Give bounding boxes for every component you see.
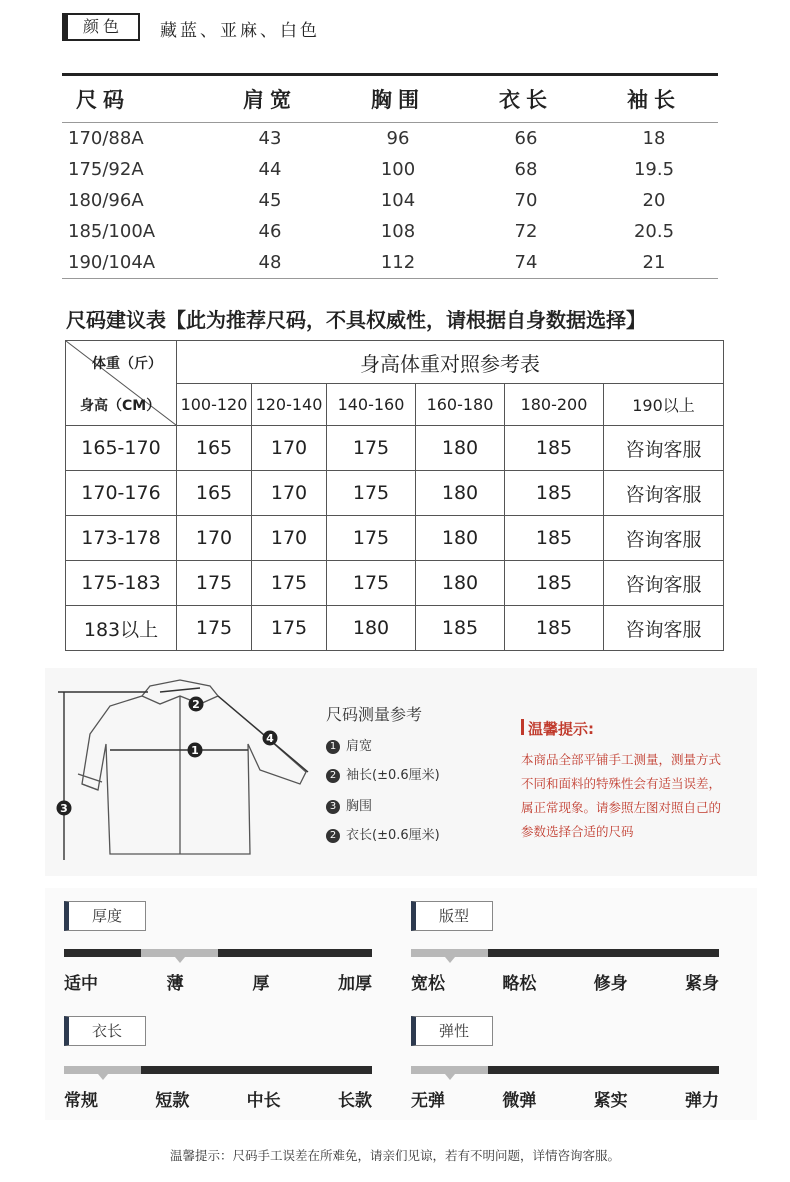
attribute-option: 短款: [155, 1091, 190, 1111]
legend-number: 2: [326, 829, 340, 843]
table-row: [62, 185, 718, 216]
height-cell: 173-178: [66, 516, 177, 561]
header-chest: 胸围: [334, 75, 462, 123]
measure-legend-item: [326, 795, 372, 814]
cell: 18: [642, 128, 666, 149]
measure-point-label: 3: [60, 802, 68, 815]
legend-number: 3: [326, 800, 340, 814]
header-length: 衣长: [462, 75, 590, 123]
attribute-options: [64, 1086, 372, 1111]
weight-range: 120-140: [252, 384, 327, 426]
attribute-selected-segment: [411, 1066, 488, 1074]
attribute-label: 衣长: [64, 1016, 146, 1046]
header-sleeve: 袖长: [590, 75, 718, 123]
attribute-option: 紧实: [593, 1091, 628, 1111]
cell: 68: [514, 159, 538, 180]
table-row: [62, 154, 718, 185]
cell: 66: [514, 128, 538, 149]
size-cell: 180: [416, 516, 505, 561]
weight-range: 140-160: [327, 384, 416, 426]
size-cell: 180: [416, 561, 505, 606]
height-cell: 165-170: [66, 426, 177, 471]
table-row: [62, 216, 718, 247]
measure-legend-item: [326, 824, 440, 843]
cell: 72: [514, 221, 538, 242]
size-cell: 175: [177, 561, 252, 606]
attribute-label: 版型: [411, 901, 493, 931]
footer-note: 温馨提示：尺码手工误差在所难免，请亲们见谅，若有不明问题，详情咨询客服。: [169, 1148, 620, 1163]
cell: 108: [380, 221, 416, 242]
attribute-options: [411, 1086, 719, 1111]
size-cell: 185: [505, 516, 604, 561]
size-cell: 185: [505, 606, 604, 651]
cell: 45: [258, 190, 282, 211]
cell: 104: [380, 190, 416, 211]
height-cell: 170-176: [66, 471, 177, 516]
attribute-option: 中长: [246, 1091, 281, 1111]
attribute-option: 宽松: [411, 974, 445, 994]
attribute-marker: [175, 957, 185, 963]
attribute-option: 常规: [64, 1091, 98, 1111]
cell: 46: [258, 221, 282, 242]
attribute-label: 弹性: [411, 1016, 493, 1046]
size-cell: 175: [252, 561, 327, 606]
size-cell: 咨询客服: [604, 561, 724, 606]
height-cell: 183以上: [66, 606, 177, 651]
cell: 70: [514, 190, 538, 211]
attribute-track: [411, 949, 719, 957]
legend-text: 衣长(±0.6厘米): [346, 828, 440, 843]
weight-range: 160-180: [416, 384, 505, 426]
attribute-selected-segment: [64, 1066, 141, 1074]
size-cell: 185: [416, 606, 505, 651]
table-row: [66, 606, 724, 651]
measure-legend-item: [326, 764, 440, 783]
size-table-header: [62, 75, 718, 123]
legend-text: 袖长(±0.6厘米): [346, 768, 440, 783]
recommend-table: [65, 340, 724, 651]
cell: 74: [514, 252, 538, 273]
table-row: [62, 123, 718, 155]
cell: 100: [380, 159, 416, 180]
measure-point-label: 4: [266, 732, 274, 745]
height-label: 身高（CM）: [80, 398, 161, 414]
size-cell: 180: [416, 471, 505, 516]
color-value: 藏蓝、亚麻、白色: [160, 21, 320, 41]
header-size: 尺码: [62, 75, 206, 123]
legend-number: 2: [326, 769, 340, 783]
cell: 112: [380, 252, 416, 273]
size-cell: 185: [505, 471, 604, 516]
cell: 180/96A: [68, 190, 144, 211]
attribute-selected-segment: [411, 949, 488, 957]
cell: 48: [258, 252, 282, 273]
table-row: [66, 426, 724, 471]
attribute-option: 适中: [64, 974, 98, 994]
shirt-diagram: [50, 674, 318, 866]
size-cell: 165: [177, 471, 252, 516]
size-cell: 175: [327, 426, 416, 471]
size-cell: 175: [177, 606, 252, 651]
attribute-option: 薄: [166, 974, 184, 994]
cell: 21: [642, 252, 666, 273]
size-cell: 175: [327, 561, 416, 606]
recommend-title: 尺码建议表【此为推荐尺码，不具权威性，请根据自身数据选择】: [66, 308, 646, 332]
size-cell: 165: [177, 426, 252, 471]
attribute-marker: [445, 957, 455, 963]
attribute-track: [64, 1066, 372, 1074]
cell: 96: [386, 128, 410, 149]
attribute-option: 长款: [337, 1091, 372, 1111]
size-cell: 170: [252, 426, 327, 471]
size-cell: 175: [252, 606, 327, 651]
diagonal-header: [66, 341, 177, 426]
attribute-option: 厚: [252, 974, 270, 994]
size-cell: 180: [327, 606, 416, 651]
legend-text: 胸围: [346, 799, 373, 814]
attribute-label: 厚度: [64, 901, 146, 931]
cell: 44: [258, 159, 282, 180]
attribute-options: [64, 969, 372, 994]
attribute-track: [64, 949, 372, 957]
tip-body: 本商品全部平铺手工测量，测量方式不同和面料的特殊性会有适当误差，属正常现象。请参照左图对照自己的参数选择合适的尺码: [521, 752, 722, 839]
cell: 43: [258, 128, 282, 149]
attribute-marker: [98, 1074, 108, 1080]
tip-title: 温馨提示:: [528, 720, 594, 738]
attribute-options: [411, 969, 719, 994]
legend-number: 1: [326, 740, 340, 754]
size-cell: 170: [177, 516, 252, 561]
tip-accent-bar: [521, 719, 524, 735]
weight-range: 190以上: [604, 384, 724, 426]
size-cell: 180: [416, 426, 505, 471]
header-shoulder: 肩宽: [206, 75, 334, 123]
size-cell: 175: [327, 471, 416, 516]
weight-label: 体重（斤）: [92, 356, 162, 372]
attribute-option: 无弹: [411, 1091, 445, 1111]
attribute-option: 略松: [502, 974, 537, 994]
size-cell: 185: [505, 426, 604, 471]
attribute-marker: [445, 1074, 455, 1080]
group-title: 身高体重对照参考表: [177, 341, 724, 384]
size-cell: 185: [505, 561, 604, 606]
attribute-option: 修身: [593, 974, 628, 994]
attribute-option: 加厚: [337, 974, 372, 994]
color-label: 颜色: [62, 13, 140, 41]
cell: 20: [642, 190, 666, 211]
measure-legend-item: [326, 735, 372, 754]
table-row: [66, 471, 724, 516]
cell: 185/100A: [68, 221, 156, 242]
size-cell: 咨询客服: [604, 426, 724, 471]
size-cell: 咨询客服: [604, 516, 724, 561]
weight-range: 180-200: [505, 384, 604, 426]
table-row: [66, 516, 724, 561]
size-cell: 170: [252, 516, 327, 561]
size-table: [62, 73, 718, 279]
legend-text: 肩宽: [346, 739, 373, 754]
attribute-option: 紧身: [684, 974, 719, 994]
measure-point-label: 1: [191, 744, 199, 757]
cell: 170/88A: [68, 128, 144, 149]
measure-title: 尺码测量参考: [326, 705, 423, 724]
table-row: [66, 561, 724, 606]
attribute-option: 弹力: [684, 1091, 719, 1111]
size-cell: 咨询客服: [604, 606, 724, 651]
measure-point-label: 2: [192, 698, 200, 711]
size-cell: 咨询客服: [604, 471, 724, 516]
size-cell: 170: [252, 471, 327, 516]
cell: 19.5: [633, 159, 675, 180]
table-row: [62, 247, 718, 279]
attribute-track: [411, 1066, 719, 1074]
attribute-selected-segment: [141, 949, 218, 957]
cell: 190/104A: [68, 252, 156, 273]
size-cell: 175: [327, 516, 416, 561]
height-cell: 175-183: [66, 561, 177, 606]
cell: 20.5: [633, 221, 675, 242]
cell: 175/92A: [68, 159, 144, 180]
weight-range: 100-120: [177, 384, 252, 426]
attribute-option: 微弹: [502, 1091, 537, 1111]
